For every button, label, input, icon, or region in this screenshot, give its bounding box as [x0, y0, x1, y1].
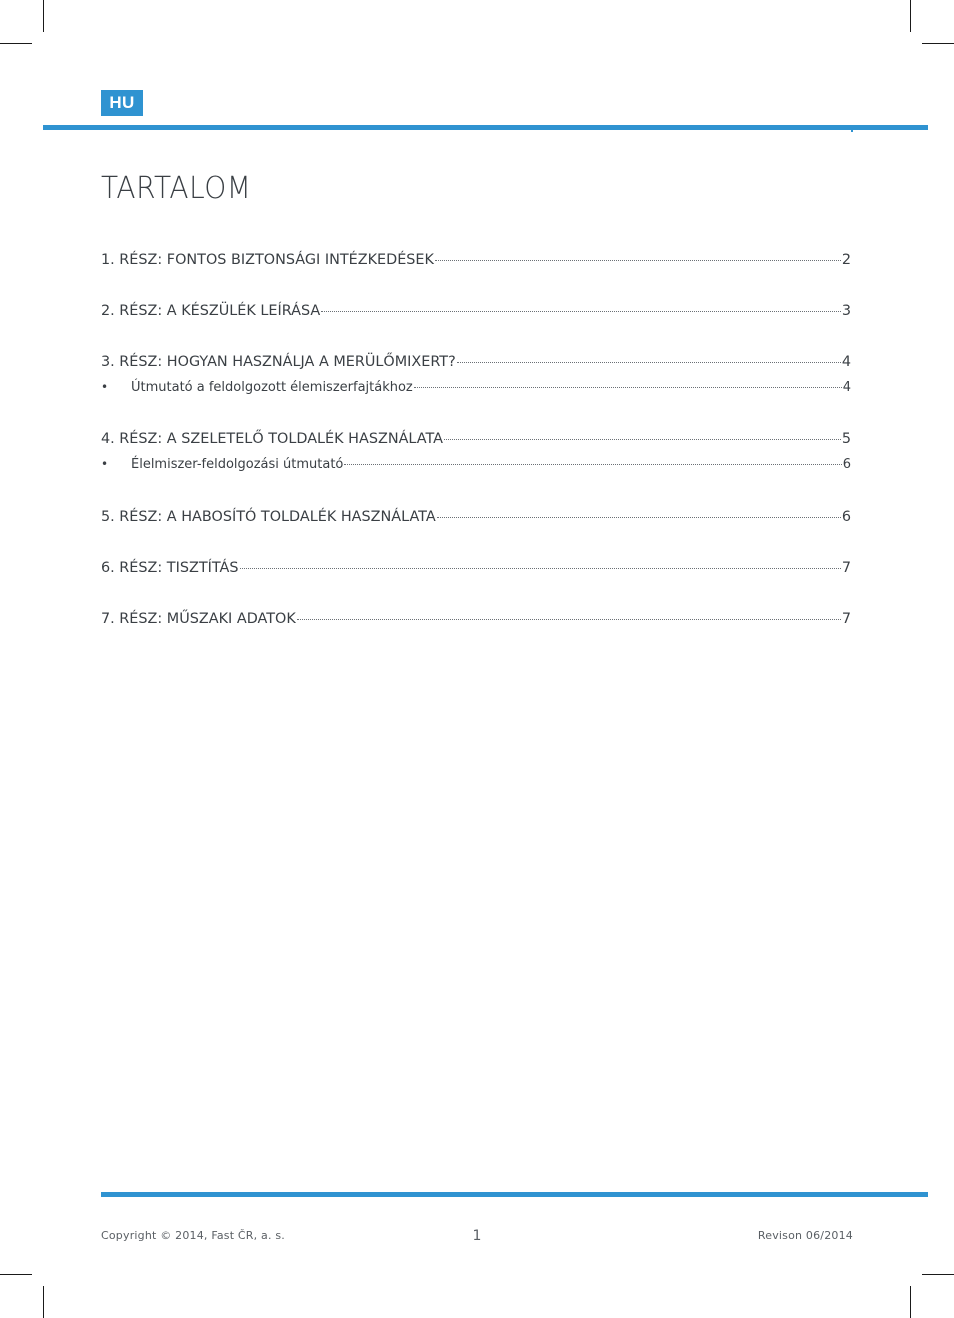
crop-mark [910, 0, 911, 32]
toc-entry-label: 2. RÉSZ: A KÉSZÜLÉK LEÍRÁSA [101, 303, 321, 319]
language-badge: HU [101, 90, 143, 116]
toc-entry-page: 2 [841, 252, 851, 268]
toc-entry-label: Útmutató a feldolgozott élemiszerfajtákhoz [131, 380, 413, 395]
toc-entry-page: 7 [841, 611, 851, 627]
toc-entry-label: 4. RÉSZ: A SZELETELŐ TOLDALÉK HASZNÁLATA [101, 431, 444, 447]
toc-leader-dots [437, 516, 841, 518]
toc-leader-dots [321, 310, 841, 312]
toc-entry-page: 5 [841, 431, 851, 447]
toc-leader-dots [457, 361, 841, 363]
footer-copyright: Copyright © 2014, Fast ČR, a. s. [101, 1229, 286, 1242]
toc-entry[interactable] [101, 303, 851, 319]
crop-mark [910, 1286, 911, 1318]
toc-entry-label: 7. RÉSZ: MŰSZAKI ADATOK [101, 611, 296, 627]
toc-entry-page: 7 [841, 560, 851, 576]
toc-entry[interactable] [101, 611, 851, 627]
header-rule-notch [851, 130, 853, 132]
toc-entry-label: 5. RÉSZ: A HABOSÍTÓ TOLDALÉK HASZNÁLATA [101, 509, 436, 525]
toc-leader-dots [344, 463, 841, 465]
toc-entry-label: Élelmiszer-feldolgozási útmutató [131, 457, 344, 472]
toc-leader-dots [297, 618, 841, 620]
toc-entry[interactable] [101, 509, 851, 525]
toc-entry-label: 6. RÉSZ: TISZTÍTÁS [101, 560, 239, 576]
toc-subentry[interactable] [101, 457, 851, 472]
crop-mark [0, 1274, 32, 1275]
footer-rule [101, 1192, 928, 1197]
toc-entry-page: 6 [841, 509, 851, 525]
crop-mark [43, 0, 44, 32]
footer-revision: Revison 06/2014 [757, 1229, 853, 1242]
toc-leader-dots [240, 567, 841, 569]
toc-entry-page: 4 [841, 354, 851, 370]
toc-entry[interactable] [101, 354, 851, 370]
toc-leader-dots [444, 438, 841, 440]
toc-subentry[interactable] [101, 380, 851, 395]
toc-leader-dots [414, 386, 842, 388]
crop-mark [922, 1274, 954, 1275]
toc-entry-label: 3. RÉSZ: HOGYAN HASZNÁLJA A MERÜLŐMIXERT? [101, 354, 456, 370]
crop-mark [43, 1286, 44, 1318]
toc-entry[interactable] [101, 560, 851, 576]
footer-page-number: 1 [472, 1228, 482, 1244]
toc-entry[interactable] [101, 431, 851, 447]
crop-mark [922, 43, 954, 44]
toc-entry-page: 3 [841, 303, 851, 319]
toc-entry-page: 6 [842, 457, 851, 472]
toc-entry-page: 4 [842, 380, 851, 395]
header-rule [43, 125, 928, 130]
bullet-icon: • [101, 457, 109, 471]
bullet-icon: • [101, 380, 109, 394]
toc-entry-label: 1. RÉSZ: FONTOS BIZTONSÁGI INTÉZKEDÉSEK [101, 252, 434, 268]
crop-mark [0, 43, 32, 44]
page-title: TARTALOM [101, 170, 252, 206]
toc-leader-dots [435, 259, 841, 261]
toc-entry[interactable] [101, 252, 851, 268]
